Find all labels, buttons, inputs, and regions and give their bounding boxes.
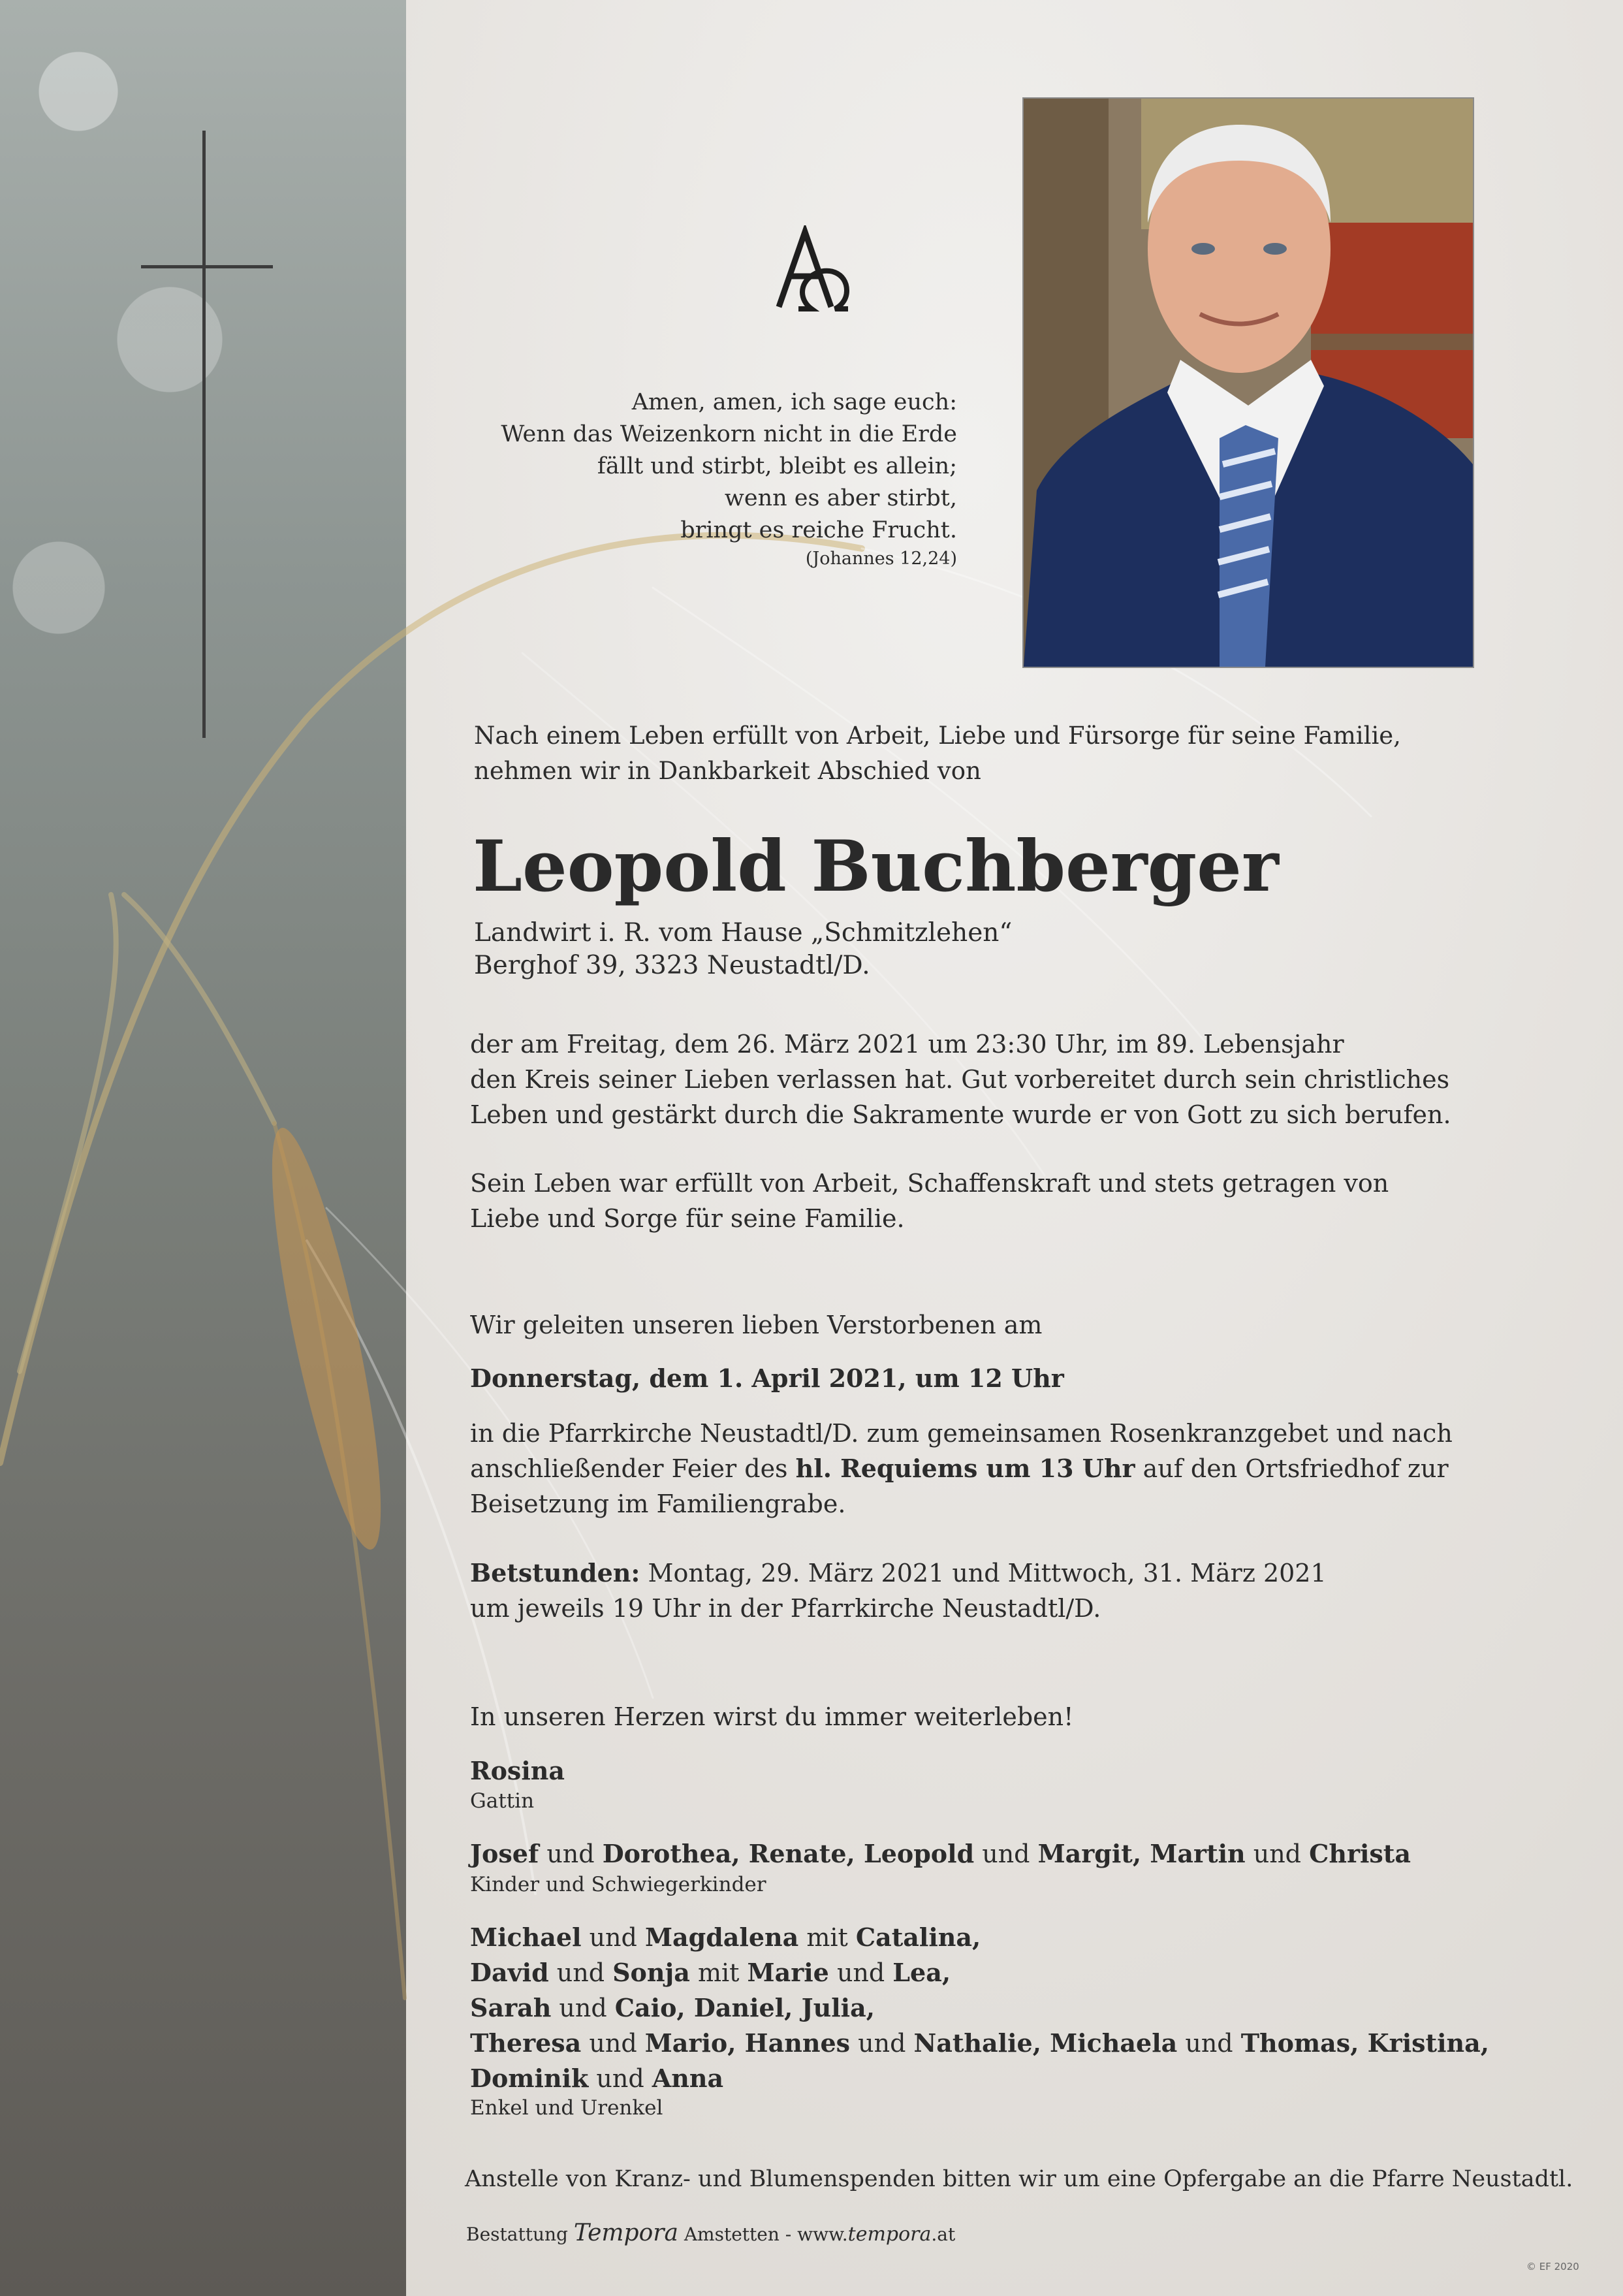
text-segment: Bestattung: [466, 2224, 574, 2245]
text-segment: Amstetten - www.: [678, 2224, 848, 2245]
funeral-paragraph: [470, 1416, 1453, 1522]
text-segment: und: [548, 1958, 613, 1987]
occupation-line: Landwirt i. R. vom Hause „Schmitzlehen“: [474, 918, 1013, 948]
life-paragraph: [470, 1166, 1389, 1236]
verse-line: wenn es aber stirbt,: [724, 485, 957, 511]
deceased-details: [474, 917, 1012, 982]
text-segment: mit: [798, 1923, 856, 1952]
name-segment: Caio, Daniel, Julia,: [614, 1993, 875, 2022]
name-segment: Dorothea, Renate, Leopold: [602, 1839, 975, 1868]
grandchildren-row: [470, 2061, 1489, 2096]
grandchildren-row: [470, 1955, 1489, 1990]
paragraph-line: in die Pfarrkirche Neustadtl/D. zum gemeinsamen Rosenkranzgebet und nach: [470, 1419, 1453, 1448]
text-segment: Montag, 29. März 2021 und Mittwoch, 31. März 2021: [640, 1559, 1327, 1587]
portrait-photo: [1022, 97, 1474, 668]
prayer-label: Betstunden:: [470, 1558, 640, 1587]
paragraph-line: Sein Leben war erfüllt von Arbeit, Schaffenskraft und stets getragen von: [470, 1169, 1389, 1198]
intro-text: [474, 718, 1401, 789]
verse-line: Amen, amen, ich sage euch:: [631, 389, 957, 415]
text-segment: .at: [931, 2224, 956, 2245]
name-segment: Magdalena: [644, 1922, 799, 1952]
grandchildren-label: Enkel und Urenkel: [470, 2096, 663, 2120]
name-segment: Anna: [652, 2064, 724, 2093]
verse-reference: (Johannes 12,24): [805, 549, 957, 569]
paragraph-line: Liebe und Sorge für seine Familie.: [470, 1204, 905, 1233]
intro-line: nehmen wir in Dankbarkeit Abschied von: [474, 757, 981, 785]
text-segment: und: [588, 2064, 652, 2093]
funeral-date-text: Donnerstag, dem 1. April 2021, um 12 Uhr: [470, 1363, 1064, 1393]
verse-line: fällt und stirbt, bleibt es allein;: [597, 453, 957, 479]
text-segment: und: [581, 2029, 645, 2058]
funeral-intro: Wir geleiten unseren lieben Verstorbenen am: [470, 1311, 1043, 1339]
paragraph-line: [470, 1555, 1327, 1591]
grandchildren-row: [470, 2026, 1489, 2061]
name-segment: Dominik: [470, 2064, 589, 2093]
verse-line: bringt es reiche Frucht.: [680, 517, 957, 543]
text-segment: und: [1245, 1840, 1310, 1868]
text-segment: mit: [689, 1958, 748, 1987]
name-segment: Sarah: [470, 1993, 552, 2022]
name-segment: Marie: [747, 1958, 829, 1987]
donation-note: Anstelle von Kranz- und Blumenspenden bitten wir um eine Opfergabe an die Pfarre Neustadtl.: [465, 2166, 1573, 2192]
farewell-line: In unseren Herzen wirst du immer weiterleben!: [470, 1702, 1074, 1731]
intro-line: Nach einem Leben erfüllt von Arbeit, Liebe und Fürsorge für seine Familie,: [474, 722, 1401, 750]
children-names: [470, 1836, 1411, 1872]
cross-vertical-bar: [202, 131, 206, 738]
text-segment: und: [974, 1840, 1038, 1868]
address-line: Berghof 39, 3323 Neustadtl/D.: [474, 951, 870, 980]
name-segment: Theresa: [470, 2028, 582, 2058]
paragraph-line: Leben und gestärkt durch die Sakramente wurde er von Gott zu sich berufen.: [470, 1100, 1451, 1129]
name-segment: Michael: [470, 1922, 582, 1952]
text-segment: anschließender Feier des: [470, 1454, 796, 1483]
spouse-label: Gattin: [470, 1789, 535, 1813]
name-segment: Thomas, Kristina,: [1240, 2028, 1489, 2058]
cross-horizontal-bar: [141, 265, 273, 268]
text-segment: und: [1177, 2029, 1241, 2058]
name-segment: Margit, Martin: [1037, 1839, 1246, 1868]
paragraph-line: [470, 1451, 1453, 1486]
paragraph-line: um jeweils 19 Uhr in der Pfarrkirche Neustadtl/D.: [470, 1594, 1101, 1623]
name-segment: Lea,: [892, 1958, 951, 1987]
grandchildren-row: [470, 1990, 1489, 2026]
undertaker-line: [466, 2219, 955, 2249]
paragraph-line: der am Freitag, dem 26. März 2021 um 23:30 Uhr, im 89. Lebensjahr: [470, 1030, 1344, 1059]
paragraph-line: den Kreis seiner Lieben verlassen hat. Gut vorbereitet durch sein christliches: [470, 1065, 1450, 1094]
text-segment: und: [539, 1840, 603, 1868]
bible-verse: [431, 387, 957, 571]
text-segment: und: [850, 2029, 914, 2058]
children-label: Kinder und Schwiegerkinder: [470, 1873, 766, 1896]
name-segment: Christa: [1309, 1839, 1411, 1868]
undertaker-brand: Tempora: [573, 2220, 678, 2246]
name-segment: Catalina,: [855, 1922, 981, 1952]
death-paragraph: [470, 1027, 1451, 1132]
deceased-name: Leopold Buchberger: [473, 825, 1279, 908]
verse-line: Wenn das Weizenkorn nicht in die Erde: [501, 421, 957, 447]
name-segment: Josef: [470, 1839, 539, 1868]
text-segment: auf den Ortsfriedhof zur: [1135, 1454, 1449, 1483]
text-segment: und: [581, 1923, 645, 1952]
funeral-date: [470, 1361, 1064, 1396]
text-segment: und: [551, 1994, 615, 2022]
text-segment: und: [828, 1958, 893, 1987]
name-segment: Mario, Hannes: [644, 2028, 851, 2058]
paragraph-line: Beisetzung im Familiengrabe.: [470, 1490, 846, 1518]
requiem-time: hl. Requiems um 13 Uhr: [795, 1454, 1135, 1483]
prayer-paragraph: [470, 1555, 1327, 1626]
name-segment: Nathalie, Michaela: [913, 2028, 1178, 2058]
copyright-mark: © EF 2020: [1526, 2261, 1579, 2272]
alpha-omega-icon: [767, 225, 859, 317]
undertaker-brand-url: tempora: [847, 2223, 932, 2246]
spouse-name: [470, 1753, 565, 1789]
grandchildren-names: [470, 1920, 1489, 2096]
name-segment: David: [470, 1958, 549, 1987]
grandchildren-row: [470, 1920, 1489, 1955]
name-segment: Sonja: [612, 1958, 690, 1987]
spouse-name-text: Rosina: [470, 1756, 565, 1785]
